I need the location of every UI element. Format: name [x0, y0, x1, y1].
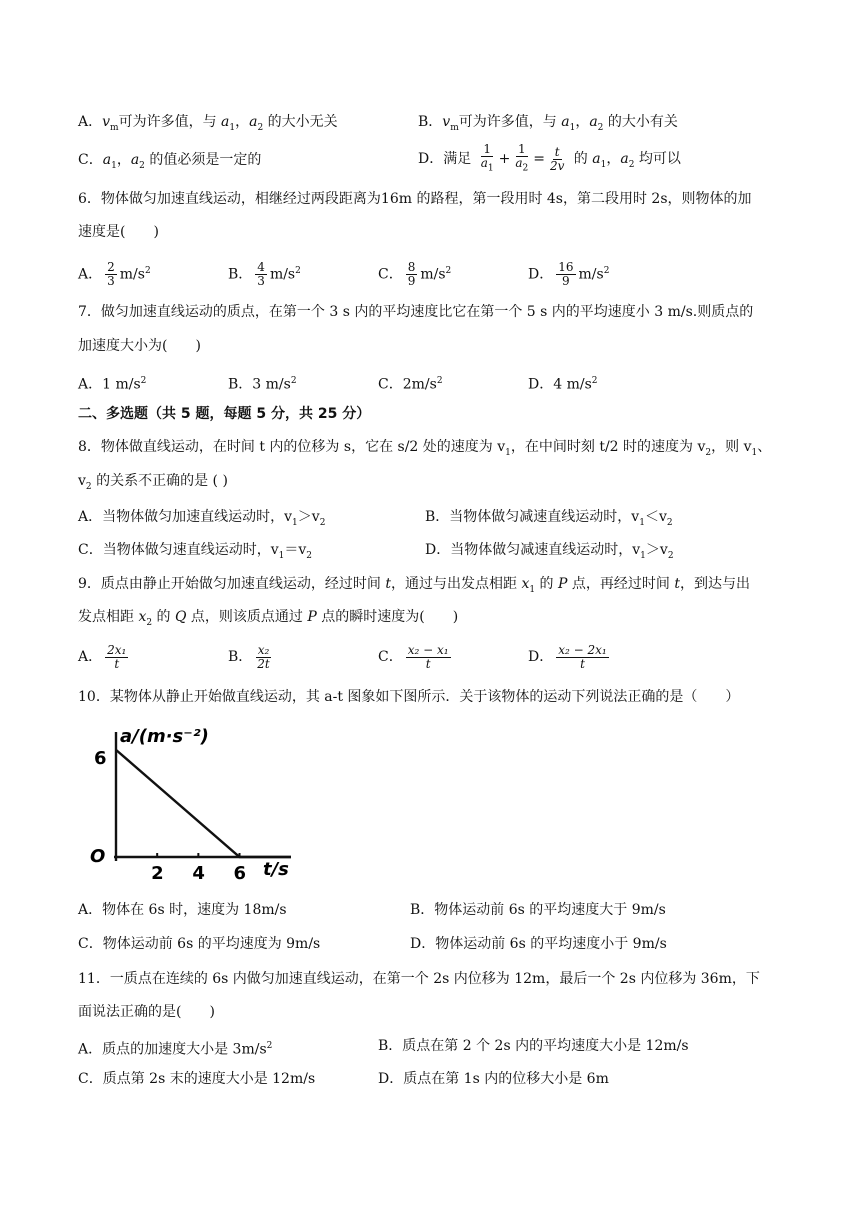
q9-stem-line2 — [78, 607, 458, 633]
text: ＞v — [645, 542, 668, 558]
text: 9．质点由静止开始做匀加速直线运动，经过时间 — [78, 576, 386, 592]
sub: 1 — [505, 447, 511, 458]
y-axis-label: a/(m·s⁻²) — [120, 726, 209, 747]
sub: 1 — [600, 159, 607, 170]
text: 的 — [569, 151, 593, 167]
option-label: B． — [425, 509, 450, 525]
option-label: B． — [228, 266, 253, 283]
text: 满足 — [443, 151, 472, 167]
sub: 2 — [319, 517, 326, 528]
var-q: Q — [175, 609, 187, 625]
unit: m/s — [420, 266, 446, 283]
origin-label: O — [90, 846, 106, 867]
option-label: D． — [528, 376, 554, 393]
numerator: 1 — [517, 141, 526, 156]
option-label: B． — [418, 114, 443, 130]
fraction — [556, 644, 608, 671]
sub: 2 — [522, 163, 529, 174]
option-label: C． — [378, 376, 403, 393]
q6-option-c[interactable] — [378, 254, 451, 292]
fraction — [255, 644, 271, 671]
q11-option-c[interactable]: C．质点第 2s 末的速度大小是 12m/s — [78, 1071, 316, 1087]
q7-stem-line2: 加速度大小为( ) — [78, 338, 201, 354]
value: 1 m/s — [102, 376, 141, 393]
sub: 2 — [667, 550, 674, 561]
var-a1: a — [221, 114, 230, 130]
sup: 2 — [445, 266, 452, 276]
var-v: v — [102, 114, 111, 130]
denominator: t — [425, 656, 431, 671]
var-v: v — [442, 114, 451, 130]
fraction — [513, 143, 530, 175]
var-a1: a — [561, 114, 570, 130]
denominator: 2v — [549, 158, 565, 173]
text: ， — [116, 152, 131, 168]
q5-option-d[interactable] — [418, 142, 681, 182]
value: 2m/s — [402, 376, 437, 393]
sup: 2 — [140, 376, 147, 386]
fraction — [479, 143, 496, 175]
x-tick-label: 4 — [192, 863, 205, 884]
value: 4 m/s — [553, 376, 592, 393]
fraction — [406, 644, 451, 671]
var-x: x — [138, 609, 147, 625]
numerator: 2x₁ — [107, 642, 127, 657]
q8-option-b[interactable] — [425, 507, 673, 533]
text: ＝v — [284, 542, 307, 558]
text: 的值必须是一定的 — [144, 152, 262, 168]
sub: 2 — [628, 159, 635, 170]
q8-option-a[interactable] — [78, 507, 325, 533]
numerator: x₂ − x₁ — [407, 642, 449, 657]
q6-option-d[interactable] — [528, 254, 609, 292]
var-t: t — [385, 576, 391, 592]
var-a2: a — [589, 114, 598, 130]
text: v — [78, 473, 86, 489]
a-t-graph — [86, 720, 316, 890]
x-tick-label: 2 — [151, 863, 164, 884]
q6-stem-line1: 6．物体做匀加速直线运动，相继经过两段距离为16m 的路程，第一段用时 4s，第二段用时 2s，则物体的加 — [78, 191, 752, 207]
value: 3 m/s — [252, 376, 291, 393]
text: 点，再经过时间 — [567, 576, 675, 592]
q9-option-d[interactable] — [528, 640, 612, 674]
text: ，在中间时刻 t/2 时的速度为 v — [510, 439, 706, 455]
text: 的 — [152, 609, 175, 625]
var-p: P — [558, 576, 568, 592]
var-a2: a — [130, 152, 140, 168]
option-label: D． — [528, 649, 554, 665]
text: 的大小无关 — [263, 114, 338, 130]
text: 可为许多值，与 — [118, 114, 222, 130]
numerator: 1 — [483, 141, 491, 156]
sub: 2 — [306, 550, 313, 561]
option-label: A． — [78, 266, 103, 283]
series-line — [116, 750, 291, 857]
fraction — [548, 146, 566, 173]
sub-m: m — [450, 122, 459, 133]
numerator: x₂ — [257, 642, 270, 657]
text: 、 — [757, 439, 772, 455]
denominator: t — [580, 656, 585, 671]
q11-option-d[interactable]: D．质点在第 1s 内的位移大小是 6m — [378, 1071, 609, 1087]
x-axis-label: t/s — [263, 859, 289, 880]
option-label: A． — [78, 649, 103, 665]
text: 的关系不正确的是 ( ) — [91, 473, 228, 489]
text: ， — [606, 151, 621, 167]
q5-option-b[interactable] — [418, 112, 678, 138]
q6-option-b[interactable] — [228, 254, 301, 292]
option-label: D． — [418, 151, 444, 167]
q10-stem: 10．某物体从静止开始做直线运动，其 a-t 图象如下图所示．关于该物体的运动下列说法正确的是（ ） — [78, 689, 740, 705]
option-label: C． — [78, 542, 103, 558]
q8-option-c[interactable] — [78, 540, 312, 566]
q5-option-c[interactable] — [78, 150, 261, 176]
denominator: 9 — [407, 274, 416, 289]
option-label: A． — [78, 509, 103, 525]
x-tick-label: 6 — [233, 863, 247, 884]
text: ，到达与出 — [679, 576, 750, 592]
option-label: A． — [78, 376, 103, 393]
q8-stem-line2 — [78, 471, 228, 497]
numerator: t — [554, 144, 560, 159]
denominator: 3 — [107, 274, 115, 289]
text: A．质点的加速度大小是 3m/s — [78, 1041, 267, 1058]
unit: m/s — [578, 266, 604, 283]
q6-stem-line2: 速度是( ) — [78, 224, 159, 240]
numerator: x₂ − 2x₁ — [558, 642, 607, 657]
text: 当物体做匀减速直线运动时，v — [449, 509, 640, 525]
var-a: a — [480, 155, 488, 170]
q8-stem-line1 — [78, 437, 771, 463]
var-t: t — [674, 576, 680, 592]
q10-option-b[interactable]: B．物体运动前 6s 的平均速度大于 9m/s — [410, 902, 666, 918]
option-label: C． — [378, 649, 403, 665]
sub: 2 — [139, 160, 145, 171]
sub: 1 — [529, 584, 536, 595]
fraction — [556, 261, 575, 288]
sub: 1 — [640, 550, 646, 561]
var-a2: a — [620, 151, 629, 167]
sup: 2 — [290, 376, 297, 386]
option-label: D． — [528, 266, 554, 283]
denominator: 3 — [257, 274, 265, 289]
option-label: B． — [228, 649, 253, 665]
q7-option-c[interactable] — [378, 371, 443, 395]
var-a2: a — [249, 114, 258, 130]
section-heading: 二、多选题（共 5 题，每题 5 分，共 25 分） — [78, 406, 371, 422]
text: 发点相距 — [78, 609, 139, 625]
q9-stem-line1 — [78, 574, 750, 600]
q9-option-a[interactable] — [78, 640, 131, 674]
unit: m/s — [269, 266, 296, 283]
sup: 2 — [603, 266, 610, 276]
numerator: 8 — [407, 260, 416, 275]
sub-m: m — [110, 122, 119, 133]
q11-stem-line2: 面说法正确的是( ) — [78, 1004, 215, 1020]
q11-option-a[interactable] — [78, 1036, 272, 1060]
text: 当物体做匀减速直线运动时，v — [450, 542, 641, 558]
text: ＞v — [297, 509, 320, 525]
var-p: P — [307, 609, 317, 625]
sub: 1 — [278, 550, 285, 561]
option-label: D． — [425, 542, 451, 558]
text: 点的瞬时速度为( ) — [316, 609, 459, 625]
option-label: C． — [378, 266, 403, 283]
q7-option-a[interactable] — [78, 371, 146, 395]
q10-option-d[interactable]: D．物体运动前 6s 的平均速度小于 9m/s — [410, 936, 667, 952]
fraction — [255, 261, 267, 288]
fraction — [105, 261, 117, 288]
option-label: B． — [228, 376, 253, 393]
y-tick-label: 6 — [94, 747, 107, 769]
text: ，通过与出发点相距 — [391, 576, 522, 592]
text: 的 — [535, 576, 558, 592]
denominator — [479, 157, 496, 175]
denominator — [513, 157, 530, 175]
sub: 1 — [487, 163, 494, 174]
sup: 2 — [436, 376, 443, 386]
sup: 2 — [144, 266, 151, 276]
fraction — [406, 261, 418, 288]
text: 8．物体做直线运动，在时间 t 内的位移为 s，它在 s/2 处的速度为 v — [78, 439, 506, 455]
q7-stem-line1: 7．做匀加速直线运动的质点，在第一个 3 s 内的平均速度比它在第一个 5 s 内的平均速度小 3 m/s.则质点的 — [78, 304, 754, 320]
q10-option-c[interactable]: C．物体运动前 6s 的平均速度为 9m/s — [78, 936, 321, 952]
equals-sign: = — [533, 151, 545, 167]
sub: 2 — [666, 517, 673, 528]
sub: 1 — [751, 447, 758, 458]
sup: 2 — [266, 1041, 273, 1051]
q5-option-a[interactable] — [78, 112, 338, 138]
sub: 2 — [85, 481, 92, 492]
q7-option-b[interactable] — [228, 371, 297, 395]
sub: 2 — [257, 122, 264, 133]
q8-option-d[interactable] — [425, 540, 674, 566]
q9-option-b[interactable] — [228, 640, 275, 674]
var-a: a — [515, 155, 523, 170]
text: ， — [575, 114, 590, 130]
sub: 1 — [111, 160, 117, 171]
var-a1: a — [592, 151, 601, 167]
text: 可为许多值，与 — [458, 114, 562, 130]
sub: 2 — [597, 122, 604, 133]
sub: 2 — [146, 617, 153, 628]
denominator: t — [114, 656, 120, 671]
sup: 2 — [295, 266, 301, 276]
text: 的大小有关 — [603, 114, 678, 130]
var-x: x — [521, 576, 530, 592]
numerator: 16 — [558, 260, 574, 275]
text: 当物体做匀加速直线运动时，v — [102, 509, 293, 525]
text: 均可以 — [634, 151, 681, 167]
text: 当物体做匀速直线运动时，v — [102, 542, 279, 558]
sub: 1 — [639, 517, 645, 528]
text: 点，则该质点通过 — [186, 609, 308, 625]
text: ， — [235, 114, 250, 130]
option-label: C． — [78, 152, 103, 168]
q7-option-d[interactable] — [528, 371, 598, 395]
sub: 1 — [292, 517, 298, 528]
text: ＜v — [644, 509, 667, 525]
sup: 2 — [591, 376, 598, 386]
denominator: 2t — [257, 656, 270, 671]
q6-option-a[interactable] — [78, 254, 151, 292]
fraction — [105, 644, 128, 671]
var-a1: a — [102, 152, 112, 168]
plus-sign: + — [498, 151, 511, 167]
q9-option-c[interactable] — [378, 640, 454, 674]
sub: 1 — [229, 122, 236, 133]
text: ，则 v — [711, 439, 752, 455]
numerator: 4 — [257, 260, 265, 275]
sub: 1 — [569, 122, 576, 133]
q11-option-b[interactable]: B．质点在第 2 个 2s 内的平均速度大小是 12m/s — [378, 1038, 689, 1054]
numerator: 2 — [107, 260, 115, 275]
q11-stem-line1: 11．一质点在连续的 6s 内做匀加速直线运动，在第一个 2s 内位移为 12m，最后一个 2s 内位移为 36m，下 — [78, 971, 760, 987]
q10-option-a[interactable]: A．物体在 6s 时，速度为 18m/s — [78, 902, 287, 918]
option-label: A． — [78, 114, 103, 130]
denominator: 9 — [562, 274, 570, 289]
unit: m/s — [119, 266, 145, 283]
sub: 2 — [705, 447, 712, 458]
